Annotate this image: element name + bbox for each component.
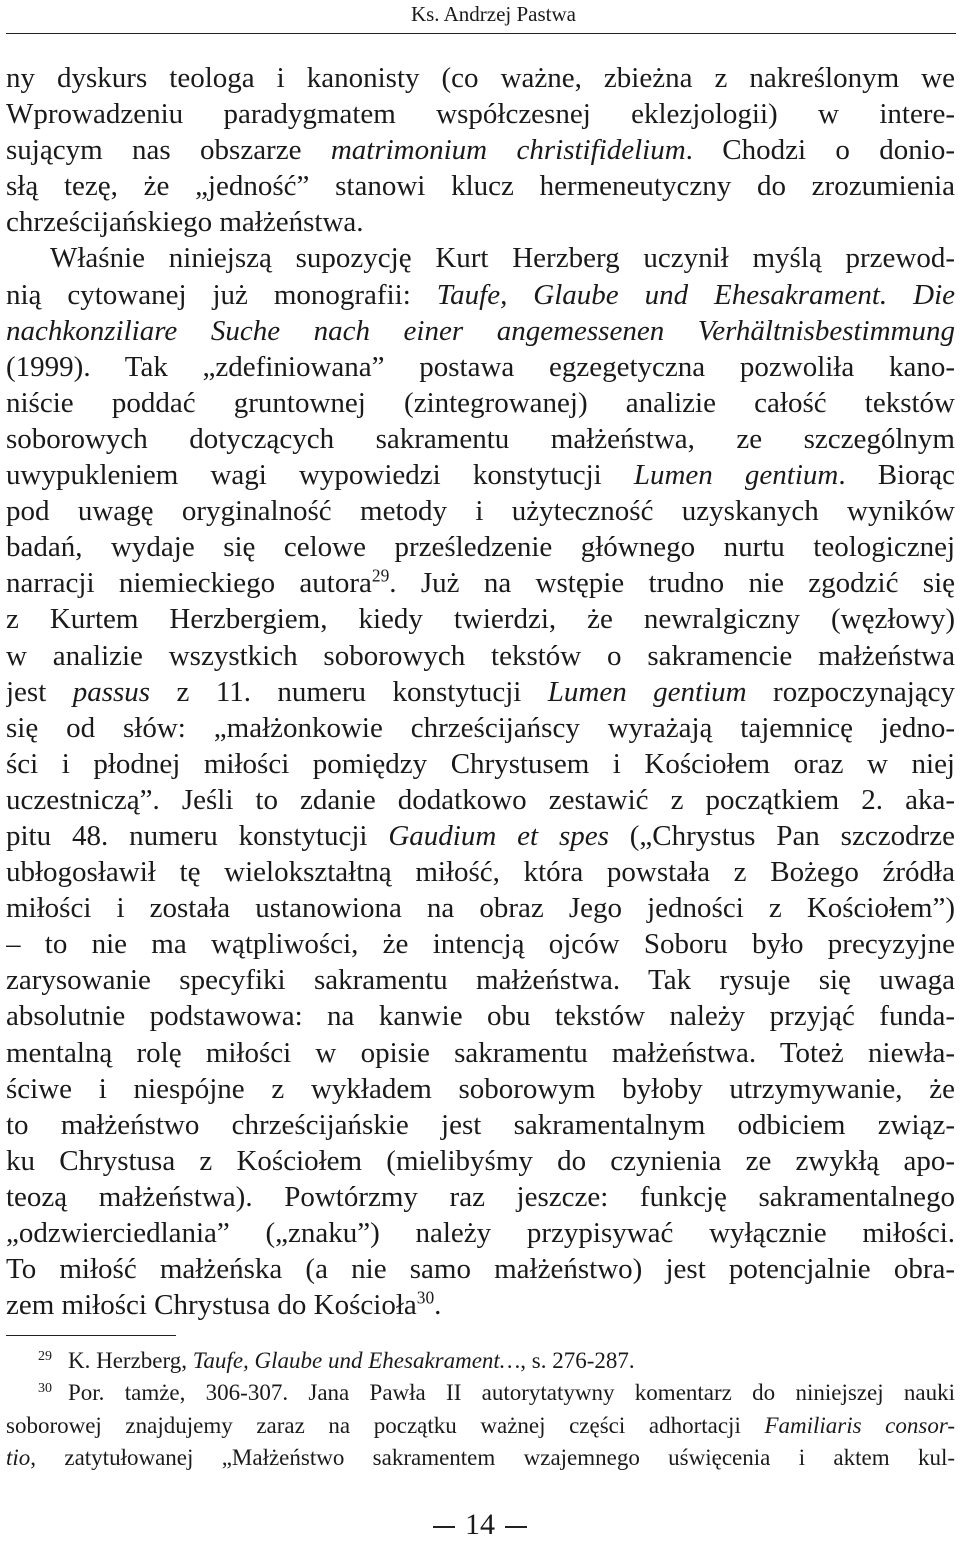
body-line: chrześcijańskiego małżeństwa. <box>6 206 364 239</box>
footnotes <box>6 1345 955 1474</box>
body-line: narracji niemieckiego autora$^{29}$. Już na wstępie trudno nie zgodzić się <box>6 565 955 600</box>
footnote-30: 30 Por. tamże, 306-307. Jana Pawła II autorytatywny komentarz do niniejszej nauki <box>38 1380 955 1406</box>
body-line: absolutnie podstawowa: na kanwie obu tekstów należy przyjąć funda- <box>6 1000 955 1033</box>
body-line: (1999). Tak „zdefiniowana” postawa egzegetyczna pozwoliła kano- <box>6 350 955 383</box>
body-line: zarysowanie specyfiki sakramentu małżeństwa. Tak rysuje się uwaga <box>6 964 955 997</box>
body-line: miłości i została ustanowiona na obraz Jego jedności z Kościołem”) <box>6 892 955 925</box>
body-text <box>6 60 955 1323</box>
body-line: „odzwierciedlania” („znaku”) należy przypisywać wyłącznie miłości. <box>6 1217 955 1249</box>
body-line: sującym nas obszarze matrimonium christifidelium. Chodzi o donio- <box>6 134 955 167</box>
body-line: się od słów: „małżonkowie chrześcijańscy wyrażają tajemnicę jedno- <box>6 711 955 744</box>
body-line: Wprowadzeniu paradygmatem współczesnej eklezjologii) w intere- <box>6 98 955 131</box>
body-line: Właśnie niniejszą supozycję Kurt Herzberg uczynił myślą przewod- <box>50 242 955 275</box>
page-number-dash-left <box>433 1526 455 1528</box>
body-line: z Kurtem Herzbergiem, kiedy twierdzi, że newralgiczny (węzłowy) <box>6 603 955 636</box>
body-line: teozą małżeństwa). Powtórzmy raz jeszcze: funkcję sakramentalnego <box>6 1180 955 1213</box>
footnote-30-line: tio, zatytułowanej „Małżeństwo sakramentem wzajemnego uświęcenia i aktem kul- <box>6 1444 955 1470</box>
footnote-ref-30[interactable]: 30 <box>416 1287 435 1308</box>
body-line: słą tezę, że „jedność” stanowi klucz hermeneutyczny do zrozumienia <box>6 170 955 203</box>
footnote-ref-29[interactable]: 29 <box>371 565 390 586</box>
body-line: uczestniczą”. Jeśli to zdanie dodatkowo zestawić z początkiem 2. aka- <box>6 783 955 816</box>
body-line: – to nie ma wątpliwości, że intencją ojców Soboru było precyzyjne <box>6 928 955 961</box>
header-rule <box>6 33 956 34</box>
page-header <box>0 0 960 34</box>
body-line: To miłość małżeńska (a nie samo małżeństwo) jest potencjalnie obra- <box>6 1253 955 1286</box>
page-number-dash-right <box>505 1526 527 1528</box>
footnote-separator <box>6 1335 176 1336</box>
body-line: pitu 48. numeru konstytucji Gaudium et spes („Chrystus Pan szczodrze <box>6 819 955 852</box>
body-line: ku Chrystusa z Kościołem (mielibyśmy do czynienia ze zwykłą apo- <box>6 1144 955 1177</box>
body-line: ubłogosławił tę wielokształtną miłość, która powstała z Bożego źródła <box>6 856 955 889</box>
body-line: zem miłości Chrystusa do Kościoła$^{30}$. <box>6 1287 442 1322</box>
body-line: w analizie wszystkich soborowych tekstów o sakramencie małżeństwa <box>6 639 955 672</box>
body-line: soborowych dotyczących sakramentu małżeństwa, ze szczególnym <box>6 422 955 455</box>
body-line: badań, wydaje się celowe prześledzenie głównego nurtu teologicznej <box>6 531 955 564</box>
body-line: uwypukleniem wagi wypowiedzi konstytucji Lumen gentium. Biorąc <box>6 459 955 492</box>
footnote-30-line: soborowej znajdujemy zaraz na początku ważnej części adhortacji Familiaris consor- <box>6 1412 955 1438</box>
body-line: ści i płodnej miłości pomiędzy Chrystusem i Kościołem oraz w niej <box>6 747 955 780</box>
body-line: ściwe i niespójne z wykładem soborowym byłoby utrzymywanie, że <box>6 1072 955 1105</box>
body-line: to małżeństwo chrześcijańskie jest sakramentalnym odbiciem związ- <box>6 1108 955 1141</box>
body-line: pod uwagę oryginalność metody i użyteczność uzyskanych wyników <box>6 495 955 528</box>
body-line: jest passus z 11. numeru konstytucji Lumen gentium rozpoczynający <box>6 675 955 708</box>
footnote-29: 29 K. Herzberg, Taufe, Glaube und Ehesakrament…, s. 276-287. <box>38 1348 635 1373</box>
body-line: niście poddać gruntownej (zintegrowanej) analizie całość tekstów <box>6 386 955 419</box>
body-line: ny dyskurs teologa i kanonisty (co ważne, zbieżna z nakreślonym we <box>6 62 955 94</box>
body-line: nachkonziliare Suche nach einer angemessenen Verhältnisbestimmung <box>6 314 955 347</box>
running-title: Ks. Andrzej Pastwa <box>410 2 576 26</box>
body-line: nią cytowanej już monografii: Taufe, Glaube und Ehesakrament. Die <box>6 278 955 311</box>
body-line: mentalną rolę miłości w opisie sakramentu małżeństwa. Toteż niewła- <box>6 1036 955 1069</box>
page-number: 14 <box>0 1508 960 1542</box>
